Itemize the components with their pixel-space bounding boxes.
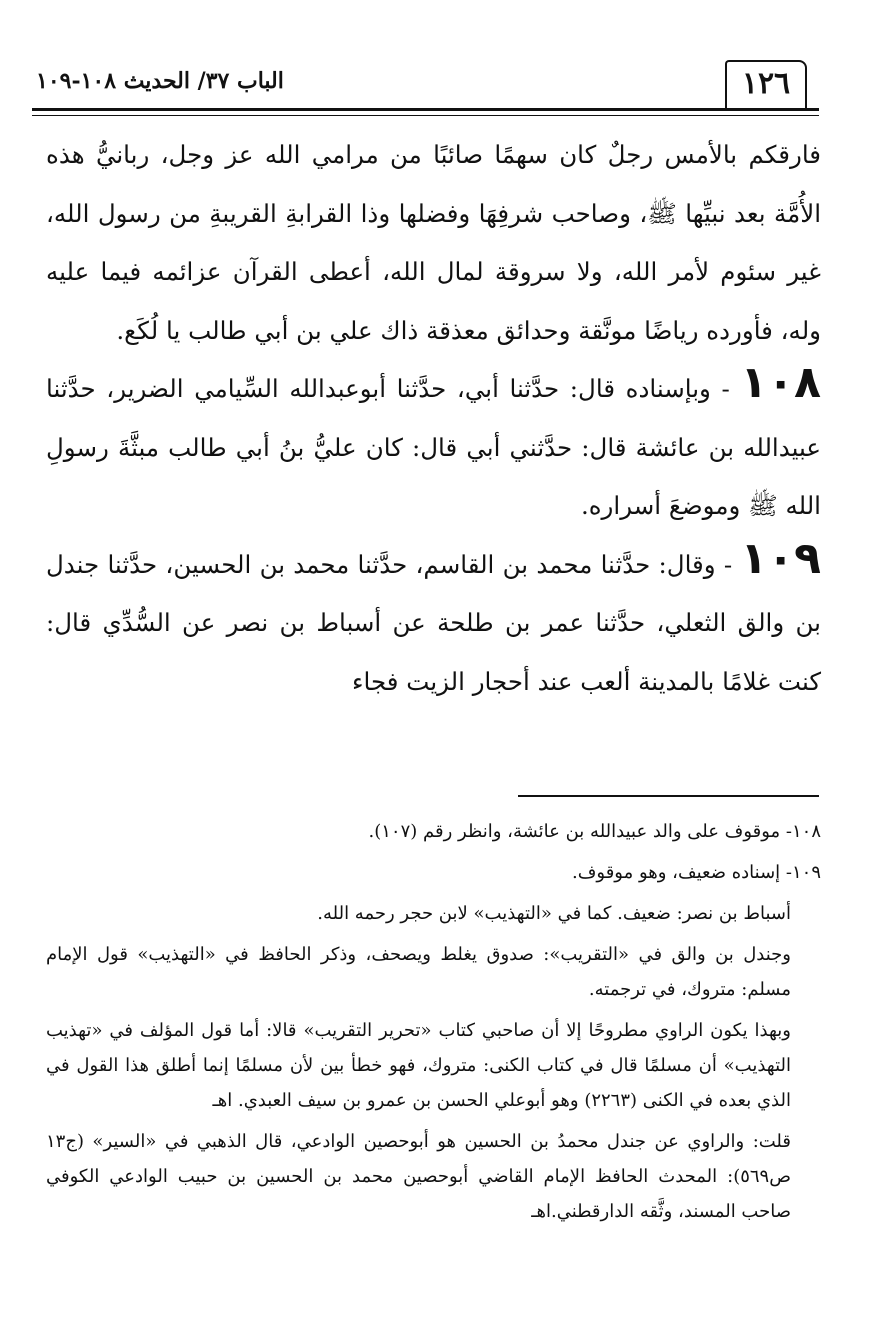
footnotes (46, 814, 821, 1235)
hadith-109 (46, 532, 821, 712)
footnote-qult: قلت: والراوي عن جندل محمدُ بن الحسين هو أبوحصين الوادعي، قال الذهبي في «السير» (ج١٣ ص٥٦٩): المحدث الحافظ الإمام القاضي أبوحصين محمد بن الحسين بن حبيب الوادعي الكوفي صاحب المسند، وثَّقه الدارقطني.اهـ (46, 1131, 791, 1222)
hadith-number-109: ١٠٩ (740, 532, 821, 584)
page-header (32, 58, 819, 108)
footnote-asbat: أسباط بن نصر: ضعيف. كما في «التهذيب» لابن حجر رحمه الله. (317, 903, 791, 924)
page-number: ١٢٦ (725, 60, 807, 108)
footnote-separator (518, 795, 819, 797)
footnote-tahrir: وبهذا يكون الراوي مطروحًا إلا أن صاحبي كتاب «تحرير التقريب» قالا: أما قول المؤلف في «تهذيب التهذيب» أن مسلمًا قال في كتاب الكنى: متروك، فهو خطأ بين لأن مسلمًا إنما أطلق هذا القول في الذي بعده في الكنى (٢٢٦٣) وهو أبوعلي الحسن بن عمرو بن سيف العبدي. اهـ (46, 1020, 791, 1111)
hadith-108 (46, 357, 821, 536)
footnote-jandal: وجندل بن والق في «التقريب»: صدوق يغلط ويصحف، وذكر الحافظ في «التهذيب» قول الإمام مسلم: متروك، في ترجمته. (46, 944, 791, 1000)
hadith-number-108: ١٠٨ (740, 357, 821, 408)
paragraph-continued: فارقكم بالأمس رجلٌ كان سهمًا صائبًا من مرامي الله عز وجل، ربانيُّ هذه الأُمَّة بعد نبيِّها ﷺ، وصاحب شرفِهَا وفضلها وذا القرابةِ القريبةِ من رسول الله، غير سئوم لأمر الله، ولا سروقة لمال الله، أعطى القرآن عزائمه فيما عليه وله، فأورده رياضًا مونَّقة وحدائق معذقة ذاك علي بن أبي طالب يا لُكَع. (46, 140, 821, 345)
header-rule (32, 108, 819, 111)
hadith-108-text: - وبإسناده قال: حدَّثنا أبي، حدَّثنا أبوعبدالله السِّيامي الضرير، حدَّثنا عبيدالله بن عائشة قال: حدَّثني أبي قال: كان عليُّ بنُ أبي طالب مبثَّةَ رسولِ الله ﷺ وموضعَ أسراره. (46, 374, 821, 520)
footnote-108: ١٠٨- موقوف على والد عبيدالله بن عائشة، وانظر رقم (١٠٧). (368, 821, 821, 842)
running-title: الباب ٣٧/ الحديث ١٠٨-١٠٩ (36, 68, 284, 94)
footnote-109: ١٠٩- إسناده ضعيف، وهو موقوف. (572, 862, 821, 883)
main-text (46, 126, 821, 711)
header-rule-thin (32, 115, 819, 116)
hadith-109-text: - وقال: حدَّثنا محمد بن القاسم، حدَّثنا محمد بن الحسين، حدَّثنا جندل بن والق الثعلي، حدَّثنا عمر بن طلحة عن أسباط بن نصر عن السُّدِّي قال: كنت غلامًا بالمدينة ألعب عند أحجار الزيت فجاء (46, 549, 821, 696)
